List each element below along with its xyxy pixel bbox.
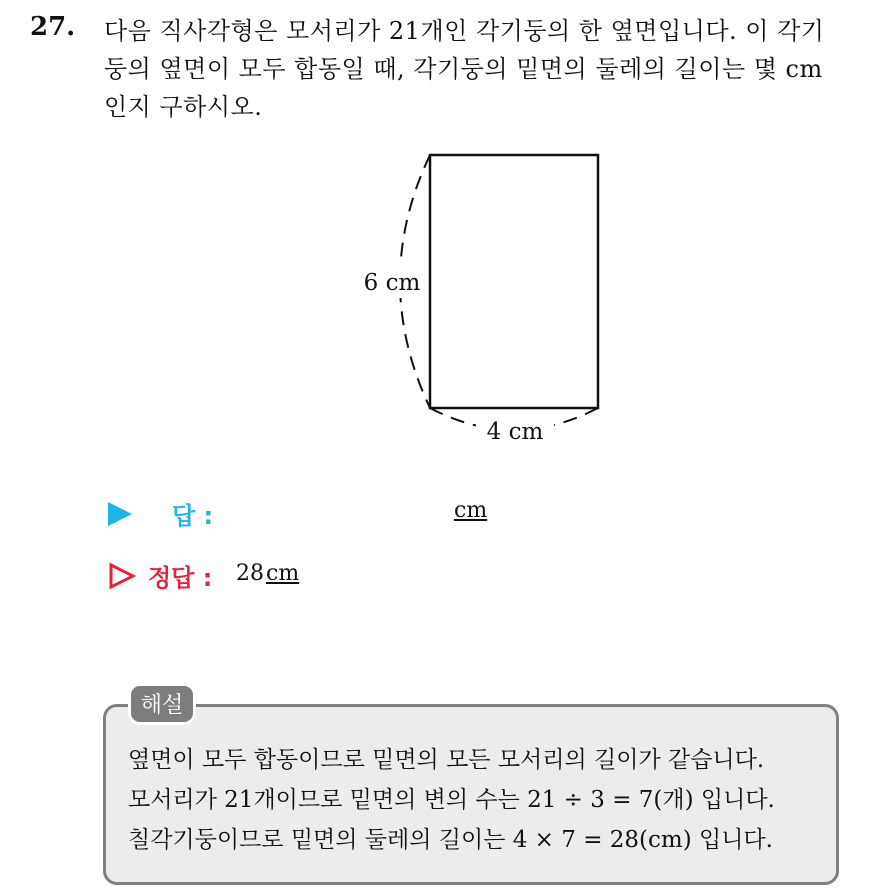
correct-answer-unit: cm [266, 561, 300, 586]
correct-answer-row [108, 558, 508, 594]
rectangle-figure [340, 140, 620, 460]
question-line: 인지 구하시오. [104, 93, 263, 121]
solution-tag: 해설 [128, 683, 196, 725]
play-icon [108, 502, 132, 526]
answer-unit: cm [454, 498, 488, 523]
rectangle-shape [430, 155, 598, 408]
outline-play-icon [108, 562, 136, 590]
height-label: 6 cm [363, 270, 421, 296]
question-text [104, 12, 864, 126]
correct-answer-label: 정답 : [148, 564, 213, 592]
question-line: 다음 직사각형은 모서리가 21개인 각기둥의 한 옆면입니다. 이 각기 [104, 17, 825, 45]
correct-answer-number: 28 [236, 561, 264, 586]
solution-line: 칠각기둥이므로 밑면의 둘레의 길이는 4 × 7 = 28(cm) 입니다. [128, 827, 773, 853]
correct-answer-value [236, 561, 299, 586]
width-label: 4 cm [486, 419, 544, 445]
solution-text [128, 740, 828, 860]
solution-line: 모서리가 21개이므로 밑면의 변의 수는 21 ÷ 3 = 7(개) 입니다. [128, 787, 775, 813]
solution-line: 옆면이 모두 합동이므로 밑면의 모든 모서리의 길이가 같습니다. [128, 747, 765, 773]
question-number: 27. [30, 12, 76, 42]
question-line: 둥의 옆면이 모두 합동일 때, 각기둥의 밑면의 둘레의 길이는 몇 cm [104, 55, 823, 83]
answer-label: 답 : [172, 502, 214, 530]
answer-row [108, 496, 528, 532]
